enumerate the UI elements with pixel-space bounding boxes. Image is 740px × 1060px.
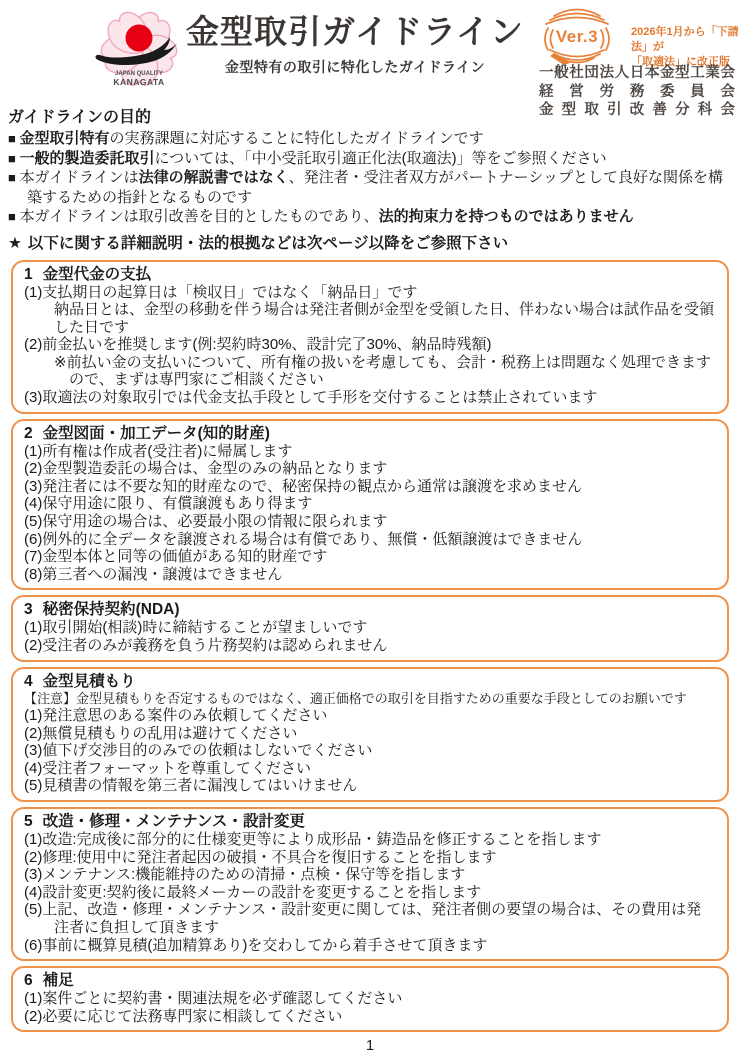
box-heading: [24, 971, 716, 990]
guideline-box-2: [11, 419, 729, 591]
bullet-text: 金型取引特有: [19, 130, 110, 147]
org-line: 一般社団法人日本金型工業会: [539, 65, 735, 81]
box-line: (4)設計変更:契約後に最終メーカーの設計を変更することを指します: [24, 883, 482, 901]
box-line: (2)必要に応じて法務専門家に相談してください: [24, 1007, 343, 1025]
version-badge: [526, 1, 628, 65]
box-line: (1)支払期日の起算日は「検収日」ではなく「納品日」です: [24, 283, 418, 301]
version-label: Ver.3: [555, 27, 599, 46]
box-title: 補足: [42, 972, 74, 990]
box-line: (2)受注者のみが義務を負う片務契約は認められません: [24, 637, 388, 654]
box-line: (2)金型製造委託の場合は、金型のみの納品となります: [24, 460, 388, 478]
box-title: 金型見積もり: [42, 672, 136, 690]
box-line: (4)受注者フォーマットを尊重してください: [24, 759, 311, 777]
box-line: (2)前金払いを推奨します(例:契約時30%、設計完了30%、納品時残額): [24, 336, 492, 354]
box-number: 3: [24, 601, 33, 619]
purpose-bullet: [8, 168, 732, 207]
page-title: 金型取引ガイドライン: [185, 13, 525, 50]
org-line: 経営労務委員会: [539, 83, 735, 100]
bullet-text: 法的拘束力を持つものではありません: [378, 208, 634, 225]
box-line: 【注意】金型見積もりを否定するものではなく、適正価格での取引を目指すための重要な手段としてのお願いです: [24, 690, 687, 706]
square-bullet-icon: ■: [8, 209, 20, 224]
bullet-text: 法律の解説書ではなく: [138, 169, 289, 186]
box-line: (3)値下げ交渉目的のみでの依頼はしないでください: [24, 742, 373, 760]
box-line: (1)改造:完成後に部分的に仕様変更等により成形品・鋳造品を修正することを指します: [24, 831, 602, 849]
box-line: (3)発注者には不要な知的財産なので、秘密保持の観点から通常は譲渡を求めません: [24, 477, 583, 495]
footer: [0, 1037, 740, 1054]
box-line: (6)事前に概算見積(追加精算あり)を交わしてから着手させて頂きます: [24, 936, 488, 954]
box-line: (3)メンテナンス:機能維持のための清掃・点検・保守等を指します: [24, 866, 466, 884]
square-bullet-icon: ■: [8, 170, 20, 185]
guideline-box-5: [11, 807, 729, 961]
box-line: (8)第三者への漏洩・譲渡はできません: [24, 565, 283, 583]
box-line: (5)保守用途の場合は、必要最小限の情報に限られます: [24, 513, 388, 531]
bullet-text: の実務課題に対応することに特化したガイドラインです: [109, 130, 484, 147]
box-title: 秘密保持契約(NDA): [42, 601, 180, 619]
box-line: (2)修理:使用中に発注者起因の破損・不具合を復旧することを指します: [24, 848, 497, 866]
guideline-boxes: [0, 260, 740, 1033]
box-line: ※前払い金の支払いについて、所有権の扱いを考慮しても、会計・税務上は問題なく処理できますので、まずは専門家にご相談ください: [54, 353, 711, 389]
box-line: (1)案件ごとに契約書・関連法規を必ず確認してください: [24, 990, 403, 1008]
bullet-text: 本ガイドラインは: [19, 169, 139, 186]
star-icon: ★: [8, 234, 22, 252]
box-number: 2: [24, 424, 33, 442]
bullet-text: 一般的製造委託取引: [19, 149, 155, 167]
box-title: 改造・修理・メンテナンス・設計変更: [42, 813, 305, 831]
box-line: (4)保守用途に限り、有償譲渡もあり得ます: [24, 495, 313, 513]
box-number: 4: [24, 672, 33, 690]
page-subtitle: 金型特有の取引に特化したガイドライン: [224, 58, 486, 75]
box-line: (3)取適法の対象取引では代金支払手段として手形を交付することは禁止されています: [24, 389, 598, 407]
square-bullet-icon: ■: [8, 131, 20, 146]
box-line: (5)上記、改造・修理・メンテナンス・設計変更に関しては、発注者側の要望の場合は、その費用は発注者に負担して頂きます: [24, 901, 702, 937]
organization-names: [539, 64, 735, 120]
revision-note-line: 「取適法」に改正版: [631, 56, 730, 68]
box-heading: [24, 812, 716, 831]
box-heading: [24, 672, 716, 691]
page-number: 1: [365, 1037, 375, 1055]
box-line: (2)無償見積もりの乱用は避けてください: [24, 724, 298, 742]
box-line: (1)取引開始(相談)時に締結することが望ましいです: [24, 619, 368, 637]
box-number: 1: [24, 265, 33, 283]
box-line: (1)発注意思のある案件のみ依頼してください: [24, 707, 328, 725]
purpose-section: [8, 108, 732, 227]
star-note: [8, 234, 732, 254]
guideline-box-4: [11, 667, 729, 802]
rising-sun-icon: [126, 25, 153, 52]
box-line: 納品日とは、金型の移動を伴う場合は発注者側が金型を受領した日、伴わない場合は試作品を受領した日です: [54, 301, 715, 336]
guideline-box-3: [11, 595, 729, 661]
box-line: (5)見積書の情報を第三者に漏洩してはいけません: [24, 777, 358, 795]
purpose-heading: ガイドラインの目的: [8, 109, 152, 126]
purpose-bullet: [8, 129, 732, 149]
box-title: 金型図面・加工データ(知的財産): [42, 424, 270, 442]
purpose-bullet: [8, 207, 732, 227]
bullet-text: 、発注者・受注者双方がパートナーシップとして良好な関係を構築するための指針となるものです: [27, 169, 723, 206]
guideline-box-6: [11, 966, 729, 1032]
purpose-bullet-list: [8, 129, 732, 227]
box-heading: [24, 600, 716, 619]
purpose-bullet: [8, 149, 732, 169]
star-note-text: 以下に関する詳細説明・法的根拠などは次ページ以降をご参照下さい: [27, 234, 509, 252]
guideline-box-1: [11, 260, 729, 414]
box-number: 5: [24, 813, 33, 831]
logo-text-line1: JAPAN QUALITY: [115, 71, 163, 77]
revision-note-line: 2026年1月から「下請法」が: [631, 26, 739, 53]
bullet-text: 本ガイドラインは取引改善を目的としたものであり、: [19, 208, 379, 225]
logo-text-line2: KANAGATA: [113, 77, 165, 87]
title-block: [172, 13, 538, 77]
box-line: (7)金型本体と同等の価値がある知的財産です: [24, 548, 328, 566]
box-heading: [24, 265, 716, 284]
box-line: (6)例外的に全データを譲渡される場合は有償であり、無償・低額譲渡はできません: [24, 530, 583, 548]
box-heading: [24, 424, 716, 443]
box-line: (1)所有権は作成者(受注者)に帰属します: [24, 442, 293, 460]
org-line: 金型取引改善分科会: [539, 102, 735, 118]
box-number: 6: [24, 972, 33, 990]
bullet-text: については、「中小受託取引適正化法(取適法)」等をご参照ください: [154, 149, 607, 167]
box-title: 金型代金の支払: [42, 265, 152, 283]
square-bullet-icon: ■: [8, 150, 20, 166]
